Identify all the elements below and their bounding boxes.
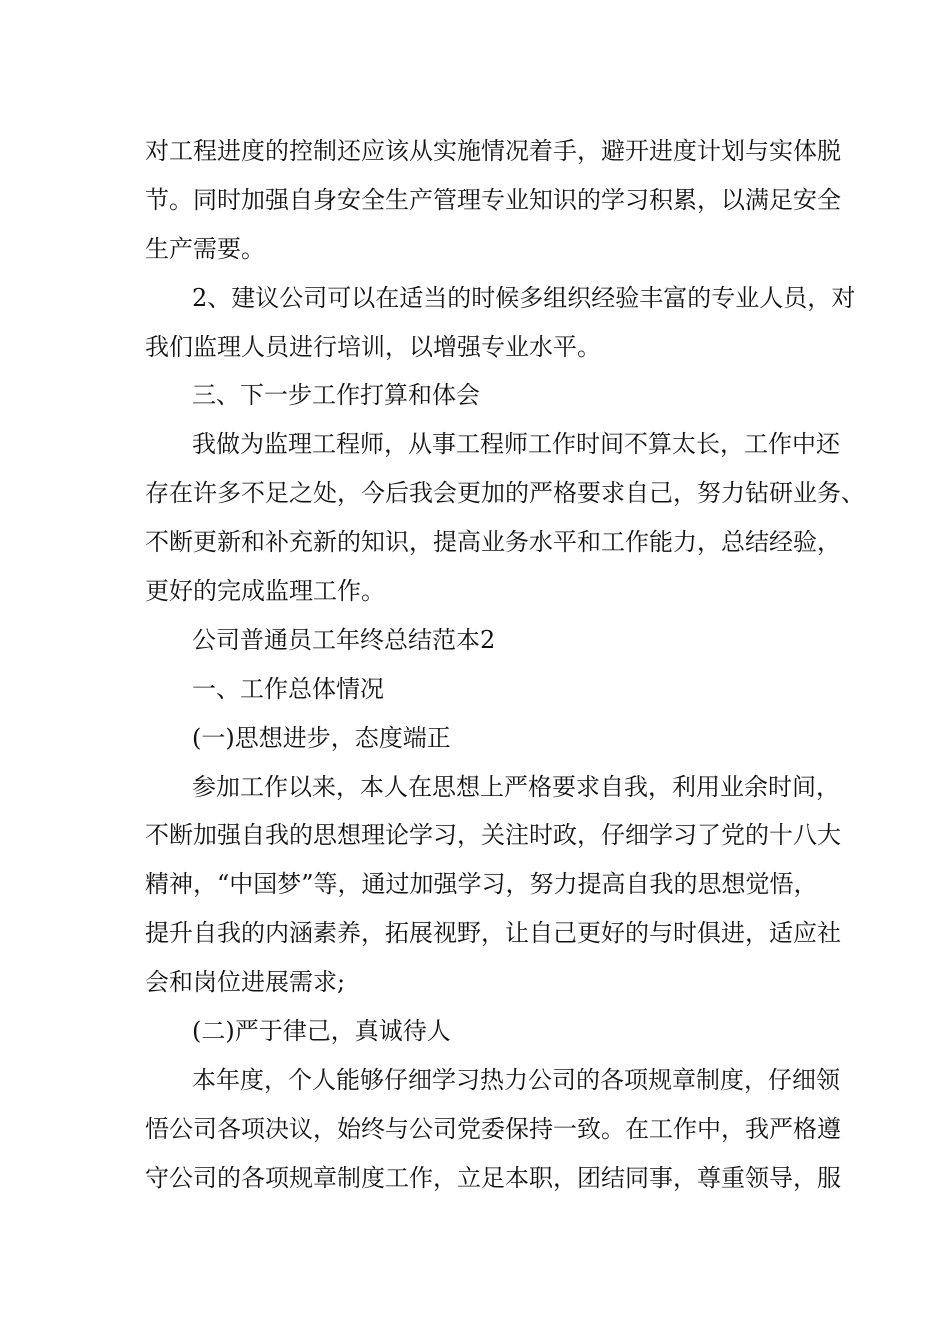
text-line: 参加工作以来，本人在思想上严格要求自我，利用业余时间， — [192, 772, 840, 801]
text-line: 我做为监理工程师，从事工程师工作时间不算太长，工作中还 — [192, 430, 840, 459]
text-line: 提升自我的内涵素养，拓展视野，让自己更好的与时俱进，适应社 — [145, 919, 841, 948]
text-line: 对工程进度的控制还应该从实施情况着手，避开进度计划与实体脱 — [145, 137, 841, 165]
text-line: 本年度，个人能够仔细学习热力公司的各项规章制度，仔细领 — [192, 1065, 840, 1094]
text-line: 精神，“中国梦”等，通过加强学习，努力提高自我的思想觉悟， — [145, 870, 818, 899]
section-heading: 一、工作总体情况 — [192, 674, 384, 703]
text-line: 会和岗位进展需求; — [145, 968, 346, 997]
text-line: 不断加强自我的思想理论学习，关注时政，仔细学习了党的十八大 — [145, 821, 841, 850]
document-title: 公司普通员工年终总结范本2 — [192, 625, 496, 654]
section-heading: 三、下一步工作打算和体会 — [192, 381, 480, 410]
text-line: 生产需要。 — [145, 234, 265, 263]
text-line: 2、建议公司可以在适当的时候多组织经验丰富的专业人员，对 — [192, 283, 856, 312]
text-line: 节。同时加强自身安全生产管理专业知识的学习积累，以满足安全 — [145, 185, 841, 214]
text-line: 不断更新和补充新的知识，提高业务水平和工作能力，总结经验， — [145, 528, 841, 557]
text-line: 更好的完成监理工作。 — [145, 577, 385, 606]
text-line: 守公司的各项规章制度工作，立足本职，团结同事，尊重领导，服 — [145, 1163, 841, 1192]
subsection-heading: (一)思想进步，态度端正 — [192, 723, 451, 752]
text-line: 存在许多不足之处，今后我会更加的严格要求自己，努力钻研业务、 — [145, 479, 865, 508]
text-line: 悟公司各项决议，始终与公司党委保持一致。在工作中，我严格遵 — [145, 1114, 841, 1143]
subsection-heading: (二)严于律己，真诚待人 — [192, 1017, 451, 1046]
text-line: 我们监理人员进行培训，以增强专业水平。 — [145, 332, 601, 361]
document-body — [145, 127, 865, 1203]
